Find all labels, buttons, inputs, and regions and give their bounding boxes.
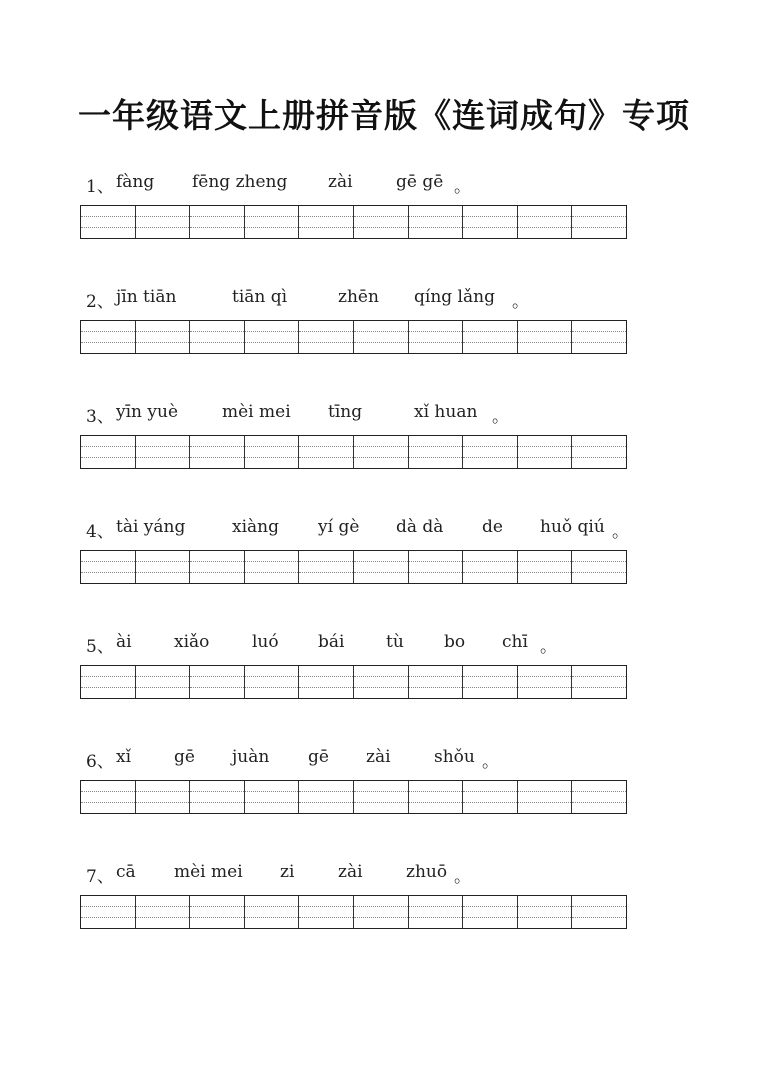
grid-cell[interactable]: [190, 551, 245, 583]
pinyin-word: yīn yuè: [116, 402, 179, 422]
exercise-number: 3、: [86, 407, 114, 427]
grid-cell[interactable]: [518, 321, 573, 353]
pinyin-word: gē gē: [396, 172, 444, 192]
exercise-prompt: [80, 402, 627, 432]
exercise-1: [80, 172, 627, 202]
exercise-prompt: [80, 747, 627, 777]
grid-cell[interactable]: [245, 551, 300, 583]
grid-cell[interactable]: [299, 781, 354, 813]
grid-cell[interactable]: [463, 321, 518, 353]
pinyin-word: de: [482, 517, 503, 537]
pinyin-word: juàn: [232, 747, 270, 767]
grid-cell[interactable]: [409, 896, 464, 928]
pinyin-word: yí gè: [318, 517, 360, 537]
grid-cell[interactable]: [136, 321, 191, 353]
grid-cell[interactable]: [572, 781, 626, 813]
pinyin-word: bái: [318, 632, 345, 652]
grid-cell[interactable]: [190, 666, 245, 698]
pinyin-word: fàng: [116, 172, 155, 192]
grid-cell[interactable]: [354, 666, 409, 698]
grid-cell[interactable]: [190, 436, 245, 468]
grid-cell[interactable]: [136, 781, 191, 813]
grid-cell[interactable]: [81, 551, 136, 583]
exercise-number: 1、: [86, 177, 114, 197]
grid-cell[interactable]: [136, 436, 191, 468]
grid-cell[interactable]: [572, 551, 626, 583]
grid-cell[interactable]: [245, 321, 300, 353]
grid-cell[interactable]: [572, 206, 626, 238]
pinyin-word: 。: [454, 867, 471, 887]
grid-cell[interactable]: [245, 666, 300, 698]
grid-cell[interactable]: [299, 206, 354, 238]
grid-cell[interactable]: [409, 206, 464, 238]
grid-cell[interactable]: [190, 206, 245, 238]
grid-cell[interactable]: [518, 551, 573, 583]
pinyin-word: zhuō: [406, 862, 448, 882]
grid-cell[interactable]: [409, 666, 464, 698]
grid-cell[interactable]: [299, 666, 354, 698]
writing-grid[interactable]: [80, 780, 627, 814]
pinyin-word: 。: [540, 637, 557, 657]
grid-cell[interactable]: [463, 781, 518, 813]
grid-cell[interactable]: [245, 781, 300, 813]
grid-cell[interactable]: [463, 206, 518, 238]
pinyin-word: ài: [116, 632, 132, 652]
grid-cell[interactable]: [81, 666, 136, 698]
grid-cell[interactable]: [136, 206, 191, 238]
writing-grid[interactable]: [80, 205, 627, 239]
pinyin-word: bo: [444, 632, 466, 652]
grid-cell[interactable]: [136, 666, 191, 698]
grid-cell[interactable]: [572, 321, 626, 353]
exercise-2: [80, 287, 627, 317]
grid-cell[interactable]: [299, 551, 354, 583]
grid-cell[interactable]: [245, 896, 300, 928]
exercise-number: 5、: [86, 637, 114, 657]
pinyin-word: shǒu: [434, 747, 475, 767]
grid-cell[interactable]: [299, 321, 354, 353]
exercise-7: [80, 862, 627, 892]
writing-grid[interactable]: [80, 550, 627, 584]
pinyin-word: tīng: [328, 402, 363, 422]
grid-cell[interactable]: [299, 896, 354, 928]
pinyin-word: xiǎo: [174, 632, 210, 652]
grid-cell[interactable]: [136, 896, 191, 928]
pinyin-word: qíng lǎng: [414, 287, 495, 307]
pinyin-word: 。: [612, 522, 629, 542]
pinyin-word: mèi mei: [222, 402, 291, 422]
grid-cell[interactable]: [518, 781, 573, 813]
grid-cell[interactable]: [81, 781, 136, 813]
exercise-prompt: [80, 287, 627, 317]
grid-cell[interactable]: [299, 436, 354, 468]
grid-cell[interactable]: [409, 781, 464, 813]
grid-cell[interactable]: [354, 436, 409, 468]
pinyin-word: xǐ huan: [414, 402, 478, 422]
pinyin-word: tiān qì: [232, 287, 288, 307]
exercise-4: [80, 517, 627, 547]
pinyin-word: zài: [366, 747, 391, 767]
pinyin-word: zi: [280, 862, 295, 882]
pinyin-word: jīn tiān: [116, 287, 177, 307]
grid-cell[interactable]: [190, 781, 245, 813]
exercise-prompt: [80, 632, 627, 662]
exercise-prompt: [80, 172, 627, 202]
page-title: 一年级语文上册拼音版《连词成句》专项: [78, 96, 690, 135]
pinyin-word: 。: [454, 177, 471, 197]
pinyin-word: huǒ qiú: [540, 517, 605, 537]
writing-grid[interactable]: [80, 320, 627, 354]
exercise-prompt: [80, 862, 627, 892]
writing-grid[interactable]: [80, 895, 627, 929]
exercise-3: [80, 402, 627, 432]
grid-cell[interactable]: [354, 781, 409, 813]
grid-cell[interactable]: [245, 206, 300, 238]
grid-cell[interactable]: [354, 321, 409, 353]
grid-cell[interactable]: [572, 666, 626, 698]
grid-cell[interactable]: [518, 896, 573, 928]
grid-cell[interactable]: [81, 436, 136, 468]
grid-cell[interactable]: [518, 206, 573, 238]
grid-cell[interactable]: [463, 896, 518, 928]
grid-cell[interactable]: [245, 436, 300, 468]
grid-cell[interactable]: [81, 321, 136, 353]
exercise-5: [80, 632, 627, 662]
exercise-number: 2、: [86, 292, 114, 312]
grid-cell[interactable]: [518, 666, 573, 698]
exercise-6: [80, 747, 627, 777]
exercise-number: 4、: [86, 522, 114, 542]
pinyin-word: dà dà: [396, 517, 444, 537]
grid-cell[interactable]: [354, 551, 409, 583]
grid-cell[interactable]: [409, 436, 464, 468]
grid-cell[interactable]: [354, 896, 409, 928]
pinyin-word: zhēn: [338, 287, 379, 307]
grid-cell[interactable]: [409, 551, 464, 583]
grid-cell[interactable]: [354, 206, 409, 238]
grid-cell[interactable]: [572, 436, 626, 468]
exercise-number: 7、: [86, 867, 114, 887]
grid-cell[interactable]: [463, 436, 518, 468]
pinyin-word: mèi mei: [174, 862, 243, 882]
pinyin-word: xǐ: [116, 747, 132, 767]
grid-cell[interactable]: [81, 896, 136, 928]
writing-grid[interactable]: [80, 435, 627, 469]
pinyin-word: fēng zheng: [192, 172, 288, 192]
grid-cell[interactable]: [136, 551, 191, 583]
grid-cell[interactable]: [190, 321, 245, 353]
writing-grid[interactable]: [80, 665, 627, 699]
pinyin-word: gē: [308, 747, 329, 767]
pinyin-word: tài yáng: [116, 517, 186, 537]
pinyin-word: gē: [174, 747, 195, 767]
pinyin-word: cā: [116, 862, 136, 882]
pinyin-word: 。: [512, 292, 529, 312]
exercise-prompt: [80, 517, 627, 547]
grid-cell[interactable]: [463, 666, 518, 698]
pinyin-word: tù: [386, 632, 404, 652]
pinyin-word: zài: [328, 172, 353, 192]
pinyin-word: zài: [338, 862, 363, 882]
pinyin-word: 。: [482, 752, 499, 772]
grid-cell[interactable]: [190, 896, 245, 928]
exercise-number: 6、: [86, 752, 114, 772]
pinyin-word: 。: [492, 407, 509, 427]
pinyin-word: chī: [502, 632, 528, 652]
grid-cell[interactable]: [81, 206, 136, 238]
pinyin-word: xiàng: [232, 517, 279, 537]
grid-cell[interactable]: [409, 321, 464, 353]
grid-cell[interactable]: [572, 896, 626, 928]
grid-cell[interactable]: [518, 436, 573, 468]
pinyin-word: luó: [252, 632, 279, 652]
grid-cell[interactable]: [463, 551, 518, 583]
